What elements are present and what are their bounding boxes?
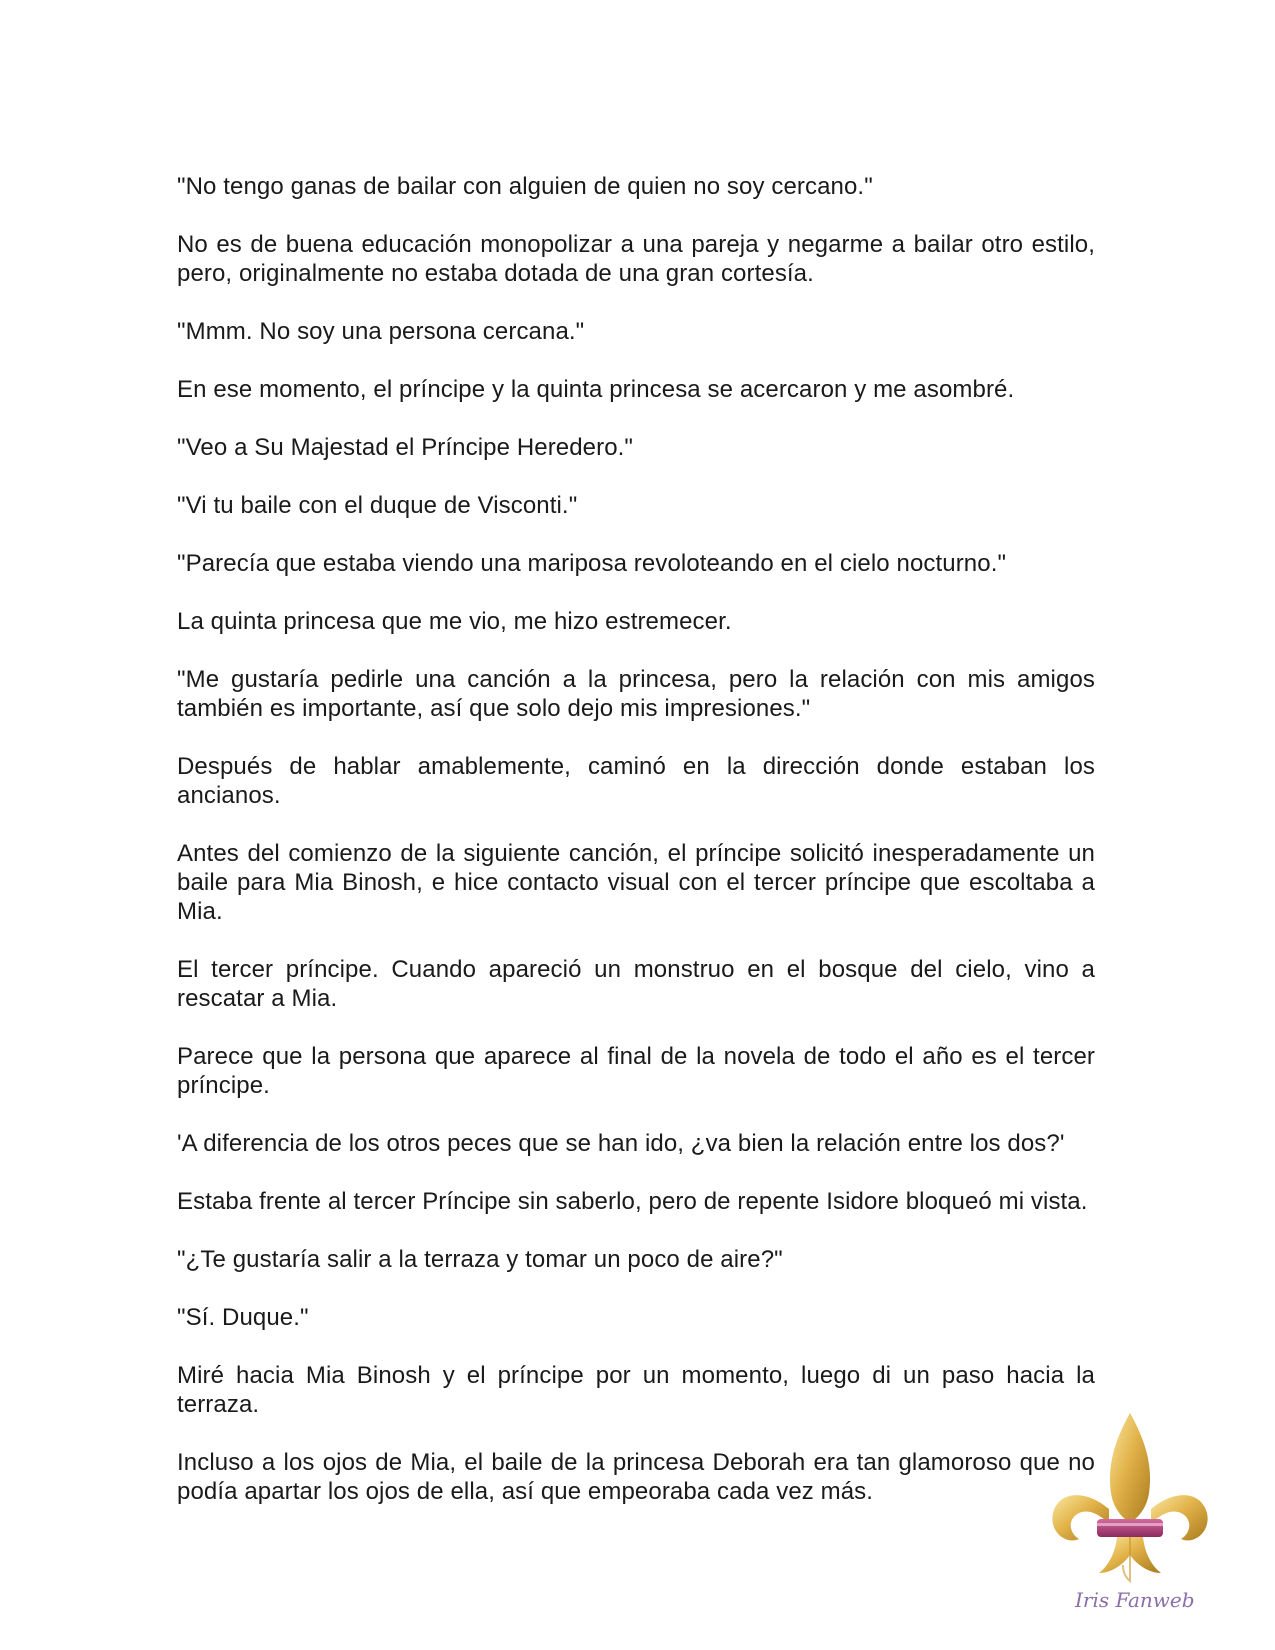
paragraph: Antes del comienzo de la siguiente canción, el príncipe solicitó inesperadamente un baile para Mia Binosh, e hice contacto visual con el tercer príncipe que escoltaba a Mia.	[177, 840, 1095, 925]
paragraph: "Vi tu baile con el duque de Visconti."	[177, 492, 578, 519]
watermark-logo	[1045, 1405, 1215, 1620]
paragraph: "Sí. Duque."	[177, 1304, 309, 1331]
paragraph: "¿Te gustaría salir a la terraza y tomar un poco de aire?"	[177, 1246, 783, 1273]
paragraph: Parece que la persona que aparece al final de la novela de todo el año es el tercer príncipe.	[177, 1043, 1095, 1099]
paragraph: Después de hablar amablemente, caminó en la dirección donde estaban los ancianos.	[177, 753, 1095, 809]
paragraph: "Mmm. No soy una persona cercana."	[177, 318, 585, 345]
document-body	[177, 172, 1095, 1535]
paragraph: El tercer príncipe. Cuando apareció un monstruo en el bosque del cielo, vino a rescatar a Mia.	[177, 956, 1095, 1012]
paragraph: 'A diferencia de los otros peces que se han ido, ¿va bien la relación entre los dos?'	[177, 1130, 1065, 1157]
paragraph: Miré hacia Mia Binosh y el príncipe por un momento, luego di un paso hacia la terraza.	[177, 1362, 1095, 1418]
paragraph: Estaba frente al tercer Príncipe sin saberlo, pero de repente Isidore bloqueó mi vista.	[177, 1188, 1088, 1215]
paragraph: "Veo a Su Majestad el Príncipe Heredero."	[177, 434, 634, 461]
paragraph: No es de buena educación monopolizar a una pareja y negarme a bailar otro estilo, pero, originalmente no estaba dotada de una gran cortesía.	[177, 231, 1095, 287]
paragraph: La quinta princesa que me vio, me hizo estremecer.	[177, 608, 732, 635]
fleur-de-lis-icon	[1045, 1405, 1215, 1620]
svg-text:Iris Fanweb: Iris Fanweb	[1075, 1588, 1195, 1612]
paragraph: En ese momento, el príncipe y la quinta princesa se acercaron y me asombré.	[177, 376, 1015, 403]
paragraph: Incluso a los ojos de Mia, el baile de la princesa Deborah era tan glamoroso que no podía apartar los ojos de ella, así que empeoraba cada vez más.	[177, 1449, 1095, 1505]
paragraph: "No tengo ganas de bailar con alguien de quien no soy cercano."	[177, 173, 873, 200]
paragraph: "Me gustaría pedirle una canción a la princesa, pero la relación con mis amigos también es importante, así que solo dejo mis impresiones."	[177, 666, 1095, 722]
paragraph: "Parecía que estaba viendo una mariposa revoloteando en el cielo nocturno."	[177, 550, 1007, 577]
